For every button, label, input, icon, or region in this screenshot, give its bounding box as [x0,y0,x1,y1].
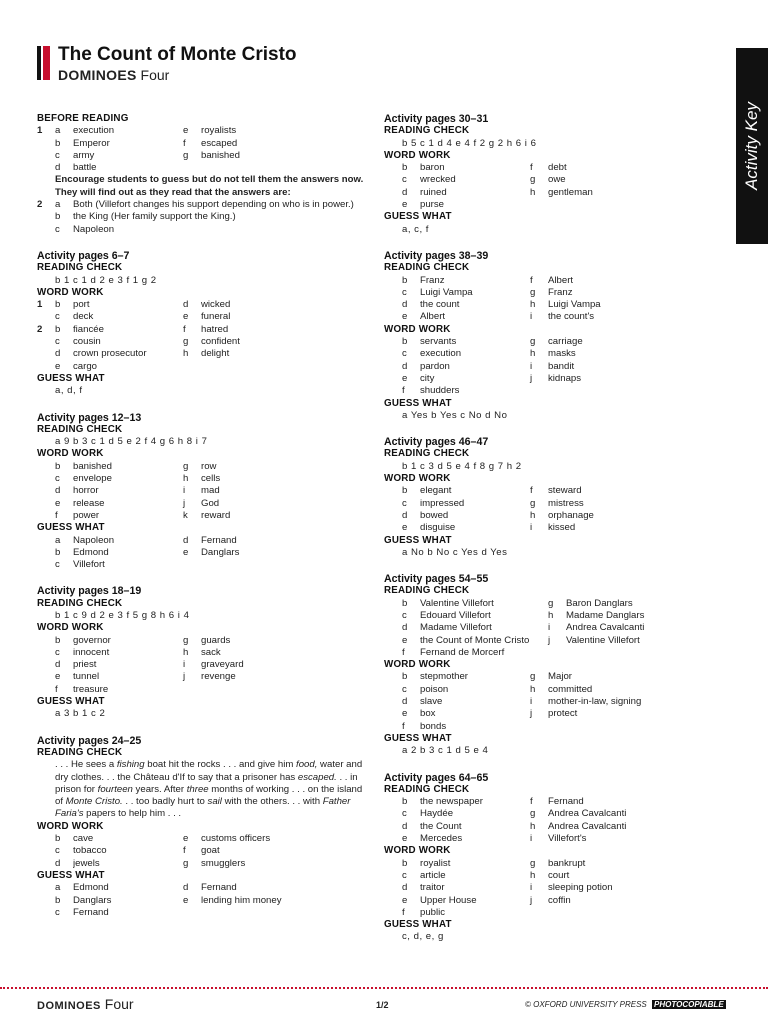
answer-row: f Fernand de Morcerf [402,646,505,658]
photocopiable-badge: PHOTOCOPIABLE [654,1000,724,1009]
answer-row: 1 b port d wicked [37,299,231,311]
answer-row: d ruined h gentleman [402,186,593,198]
answer-row: c impressed g mistress [402,497,584,509]
answer-row: c Luigi Vampa g Franz [402,286,573,298]
footer-level: Four [104,996,134,1012]
guess-what-answers: a 2 b 3 c 1 d 5 e 4 [402,745,489,757]
answer-row: e Upper House j coffin [402,894,571,906]
answer-row: d horror i mad [55,485,220,497]
answer-row: c deck e funeral [55,311,231,323]
reading-check-answers: b 1 c 3 d 5 e 4 f 8 g 7 h 2 [402,460,522,472]
answer-row: b governor g guards [55,634,231,646]
before-reading-heading: BEFORE READING [37,113,129,124]
answer-row: e disguise i kissed [402,522,576,534]
answer-row: e Albert i the count's [402,311,595,323]
answer-row: e city j kidnaps [402,372,582,384]
answer-row: 2 b fiancée f hatred [37,323,229,335]
teacher-note: Encourage students to guess but do not tell them the answers now. They will find out as they read that the answers are: [55,174,364,198]
answer-row: b Valentine Villefort g Baron Danglars [402,597,633,609]
reading-check-heading: READING CHECK [384,783,470,795]
answer-row: d pardon i bandit [402,360,575,372]
answer-row: c tobacco f goat [55,845,220,857]
answer-row: b the King (Her family support the King.) [55,211,236,223]
publisher: © OXFORD UNIVERSITY PRESS [525,1000,647,1009]
guess-what-heading: GUESS WHAT [384,732,452,744]
answer-row: e Mercedes i Villefort's [402,833,587,845]
activity-title: Activity pages 18–19 [37,585,142,598]
reading-check-answers: a 9 b 3 c 1 d 5 e 2 f 4 g 6 h 8 i 7 [55,436,208,448]
left-column [37,113,367,919]
word-work-heading: WORD WORK [37,286,104,298]
answer-row: d the Count h Andrea Cavalcanti [402,820,627,832]
answer-row: 1 a execution e royalists [37,125,237,137]
answer-row: c cousin g confident [55,336,240,348]
page-number: 1/2 [376,1000,389,1010]
activity-title: Activity pages 64–65 [384,771,489,784]
answer-row: c army g banished [55,149,240,161]
series-name: DOMINOES [58,67,137,83]
answer-row: e cargo [55,360,97,372]
dominoes-logo [37,46,51,80]
answer-row: c Haydée g Andrea Cavalcanti [402,808,627,820]
answer-row: a Edmond d Fernand [55,882,237,894]
word-work-heading: WORD WORK [384,473,451,485]
answer-row: d slave i mother-in-law, signing [402,696,642,708]
word-work-heading: WORD WORK [37,448,104,460]
reading-check-paragraph: . . . He sees a fishing boat hit the rocks . . . and give him food, water and dry clothes. . . the Château d'If to say that a prisoner has escaped. . . in prison for fourteen years. After three months of working . . . on the island of Monte Cristo. . . too badly hurt to sail with the others. . . with Father Faria's papers to help him . . . [55,759,363,820]
answer-row: c envelope h cells [55,473,221,485]
guess-what-answers: c, d, e, g [402,931,444,943]
word-work-heading: WORD WORK [384,323,451,335]
footer-divider [0,987,768,989]
guess-what-heading: GUESS WHAT [384,534,452,546]
tab-label: Activity Key [742,102,761,190]
answer-row: 2 a Both (Villefort changes his support depending on who is in power.) [37,199,354,211]
activity-title: Activity pages 24–25 [37,734,142,747]
guess-what-heading: GUESS WHAT [37,372,105,384]
guess-what-heading: GUESS WHAT [384,211,452,223]
word-work-heading: WORD WORK [384,149,451,161]
answer-row: c Napoleon [55,223,115,235]
answer-row: b royalist g bankrupt [402,857,586,869]
answer-row: d crown prosecutor h delight [55,348,230,360]
answer-row: d traitor i sleeping potion [402,882,613,894]
answer-row: d Madame Villefort i Andrea Cavalcanti [402,622,645,634]
answer-row: e purse [402,199,444,211]
answer-row: b Franz f Albert [402,274,574,286]
answer-row: c Fernand [55,906,109,918]
guess-what-answers: a, c, f [402,223,429,235]
answer-row: f public [402,906,446,918]
answer-row: d the count h Luigi Vampa [402,299,601,311]
answer-row: b stepmother g Major [402,671,572,683]
footer-series [37,996,134,1012]
answer-row: f shudders [402,385,460,397]
answer-row: b Edmond e Danglars [55,546,240,558]
answer-row: b cave e customs officers [55,833,271,845]
activity-title: Activity pages 46–47 [384,436,489,449]
answer-row: c poison h committed [402,683,593,695]
answer-row: c execution h masks [402,348,576,360]
answer-row: b elegant f steward [402,485,582,497]
answer-row: d battle [55,162,97,174]
word-work-heading: WORD WORK [384,659,451,671]
activity-title: Activity pages 30–31 [384,113,489,125]
activity-title: Activity pages 54–55 [384,573,489,586]
guess-what-heading: GUESS WHAT [37,869,105,881]
answer-row: c innocent h sack [55,646,221,658]
word-work-heading: WORD WORK [37,820,104,832]
answer-row: e box j protect [402,708,578,720]
reading-check-heading: READING CHECK [37,262,123,274]
word-work-heading: WORD WORK [37,622,104,634]
answer-row: f bonds [402,720,447,732]
footer-series-name: DOMINOES [37,1000,101,1012]
answer-row: d bowed h orphanage [402,509,594,521]
guess-what-heading: GUESS WHAT [37,696,105,708]
answer-row: e tunnel j revenge [55,671,236,683]
answer-row: c Edouard Villefort h Madame Danglars [402,609,645,621]
answer-row: a Napoleon d Fernand [55,534,237,546]
answer-row: c wrecked g owe [402,174,566,186]
activity-title: Activity pages 6–7 [37,249,130,262]
guess-what-heading: GUESS WHAT [384,397,452,409]
level-name: Four [140,67,170,83]
reading-check-heading: READING CHECK [37,597,123,609]
reading-check-heading: READING CHECK [384,125,470,137]
reading-check-heading: READING CHECK [384,262,470,274]
guess-what-answers: a, d, f [55,385,83,397]
reading-check-answers: b 1 c 1 d 2 e 3 f 1 g 2 [55,274,157,286]
answer-row: b the newspaper f Fernand [402,796,584,808]
right-column [384,113,724,944]
answer-row: c Villefort [55,559,105,571]
answer-row: c article h court [402,869,570,881]
word-work-heading: WORD WORK [384,845,451,857]
answer-row: b servants g carriage [402,336,583,348]
reading-check-answers: b 1 c 9 d 2 e 3 f 5 g 8 h 6 i 4 [55,609,190,621]
answer-row: f power k reward [55,509,231,521]
answer-row: f treasure [55,683,109,695]
answer-row: d jewels g smugglers [55,857,246,869]
answer-row: b baron f debt [402,162,567,174]
reading-check-heading: READING CHECK [37,746,123,758]
guess-what-answers: a No b No c Yes d Yes [402,546,508,558]
reading-check-answers: b 5 c 1 d 4 e 4 f 2 g 2 h 6 i 6 [402,137,537,149]
footer-copyright [525,1000,726,1009]
answer-row: e release j God [55,497,220,509]
guess-what-answers: a 3 b 1 c 2 [55,708,106,720]
activity-title: Activity pages 38–39 [384,249,489,262]
reading-check-heading: READING CHECK [384,585,470,597]
guess-what-heading: GUESS WHAT [37,522,105,534]
answer-row: e the Count of Monte Cristo j Valentine Villefort [402,634,640,646]
answer-row: b Emperor f escaped [55,137,238,149]
guess-what-answers: a Yes b Yes c No d No [402,409,508,421]
book-title: The Count of Monte Cristo [58,44,297,65]
activity-title: Activity pages 12–13 [37,411,142,424]
answer-row: b banished g row [55,460,217,472]
reading-check-heading: READING CHECK [384,448,470,460]
answer-row: b Danglars e lending him money [55,894,282,906]
series-level [58,67,169,83]
guess-what-heading: GUESS WHAT [384,919,452,931]
answer-row: d priest i graveyard [55,659,244,671]
reading-check-heading: READING CHECK [37,423,123,435]
activity-key-tab [736,48,768,244]
